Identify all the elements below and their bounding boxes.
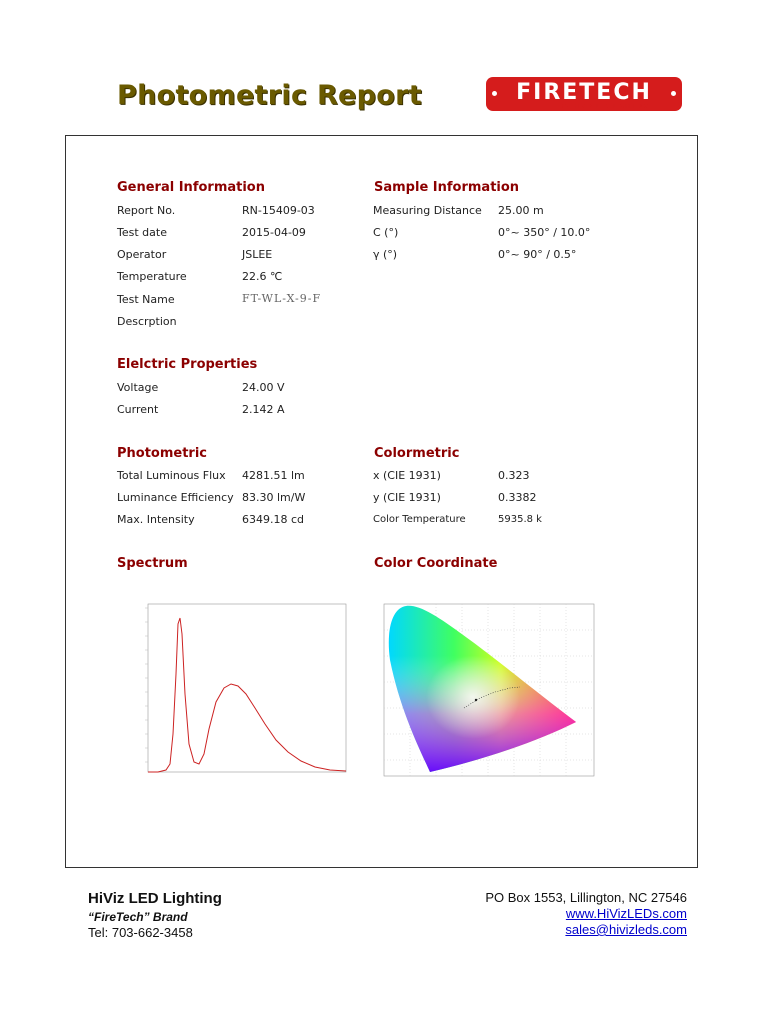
color-coordinate-heading: Color Coordinate	[374, 556, 498, 571]
email-link[interactable]: sales@hivizleds.com	[565, 922, 687, 937]
photometric-value: 83.30 lm/W	[242, 491, 306, 504]
cie-chart	[380, 600, 600, 785]
general-value: 2015-04-09	[242, 226, 306, 239]
company-name: HiViz LED Lighting	[88, 890, 222, 907]
spectrum-chart	[118, 594, 348, 789]
electric-value: 24.00 V	[242, 381, 285, 394]
photometric-heading: Photometric	[117, 446, 208, 461]
electric-value: 2.142 A	[242, 403, 285, 416]
colormetric-heading: Colormetric	[374, 446, 460, 461]
logo-dot-right	[671, 91, 676, 96]
address: PO Box 1553, Lillington, NC 27546	[485, 890, 687, 905]
colormetric-value: 5935.8 k	[498, 514, 542, 525]
sample-label: C (°)	[373, 226, 399, 239]
colormetric-value: 0.3382	[498, 491, 537, 504]
electric-label: Current	[117, 403, 159, 416]
measured-point	[475, 699, 477, 701]
sample-label: Measuring Distance	[373, 204, 482, 217]
spectrum-y-ticks	[145, 608, 148, 762]
photometric-label: Total Luminous Flux	[117, 469, 226, 482]
general-label: Temperature	[117, 270, 187, 283]
logo-text: FIRETECH	[516, 80, 652, 105]
sample-info-heading: Sample Information	[374, 180, 520, 195]
footer-company-block	[88, 890, 222, 940]
photometric-label: Max. Intensity	[117, 513, 195, 526]
sample-label: γ (°)	[373, 248, 398, 261]
general-value: JSLEE	[242, 248, 273, 261]
report-title: Photometric Report	[117, 80, 422, 111]
photometric-value: 6349.18 cd	[242, 513, 305, 526]
sample-value: 0°~ 90° / 0.5°	[498, 248, 577, 261]
general-label: Operator	[117, 248, 167, 261]
general-value: RN-15409-03	[242, 204, 315, 217]
general-label: Descrption	[117, 315, 177, 328]
footer-contact-block	[485, 890, 687, 938]
photometric-label: Luminance Efficiency	[117, 491, 234, 504]
colormetric-label: x (CIE 1931)	[373, 469, 441, 482]
colormetric-label: y (CIE 1931)	[373, 491, 441, 504]
general-label: Test Name	[117, 293, 175, 306]
electric-heading: Elelctric Properties	[117, 357, 258, 372]
website-link[interactable]: www.HiVizLEDs.com	[565, 906, 687, 921]
logo-subtitle: BY HIVIZ LED LIGHTING	[560, 103, 650, 110]
colormetric-label: Color Temperature	[373, 514, 466, 525]
telephone: Tel: 703-662-3458	[88, 925, 193, 940]
general-value: FT-WL-X-9-F	[242, 292, 322, 305]
general-value: 22.6 ℃	[242, 270, 283, 283]
sample-value: 0°~ 350° / 10.0°	[498, 226, 591, 239]
general-label: Test date	[117, 226, 167, 239]
sample-value: 25.00 m	[498, 204, 544, 217]
brand-name: “FireTech” Brand	[88, 910, 188, 924]
spectrum-heading: Spectrum	[117, 556, 188, 571]
electric-label: Voltage	[117, 381, 159, 394]
general-label: Report No.	[117, 204, 176, 217]
photometric-value: 4281.51 lm	[242, 469, 305, 482]
colormetric-value: 0.323	[498, 469, 530, 482]
general-info-heading: General Information	[117, 180, 265, 195]
